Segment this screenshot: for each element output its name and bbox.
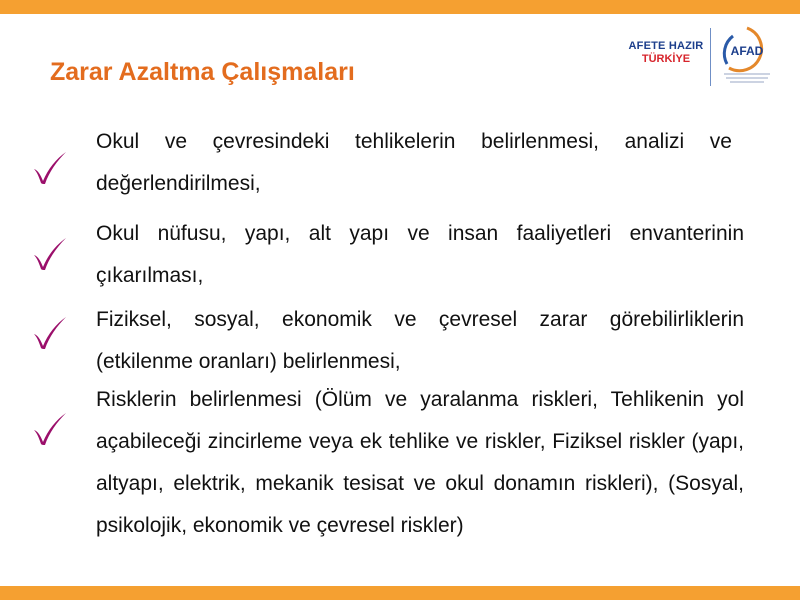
bullet-text-4: Risklerin belirlenmesi (Ölüm ve yaralanma riskleri, Tehlikenin yol açabileceği zincirleme veya ek tehlike ve riskler, Fiziksel riskler (yapı, altyapı, elektrik, mekanik tesisat ve okul donamın riskleri), (Sosyal, psikolojik, ekonomik ve çevresel riskler) (96, 388, 744, 537)
bullet-text-2: Okul nüfusu, yapı, alt yapı ve insan faaliyetleri envanterinin çıkarılması, (96, 222, 744, 287)
check-icon (30, 409, 70, 449)
bullet-text-1: Okul ve çevresindeki tehlikelerin belirlenmesi, analizi ve değerlendirilmesi, (96, 130, 732, 195)
logo-divider (710, 28, 711, 86)
afad-logo-text: AFAD (730, 44, 764, 58)
logo-text-line1: AFETE HAZIR (628, 40, 704, 52)
check-icon (30, 148, 70, 188)
slide-title: Zarar Azaltma Çalışmaları (50, 58, 355, 86)
top-accent-bar (0, 0, 800, 14)
check-icon (30, 313, 70, 353)
bullet-text-3: Fiziksel, sosyal, ekonomik ve çevresel zarar görebilirliklerin (etkilenme oranları) belirlenmesi, (96, 308, 744, 373)
logo-text-line2: TÜRKİYE (641, 53, 691, 65)
bottom-accent-bar (0, 586, 800, 600)
afete-hazir-turkiye-logo (628, 40, 704, 74)
afad-logo (716, 24, 778, 90)
check-icon (30, 234, 70, 274)
